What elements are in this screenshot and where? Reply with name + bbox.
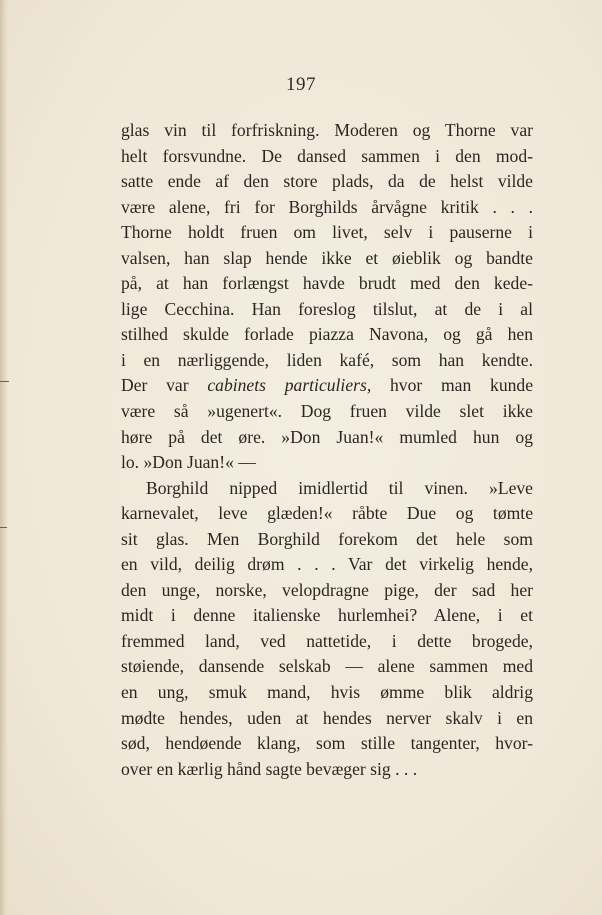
page-number: 197 [286,74,316,95]
text-line: lige Cecchina. Han foreslog tilslut, at de i al [121,298,533,319]
text-line: støiende, dansende selskab — alene sammen med [121,656,533,677]
text-line: midt i denne italienske hurlemhei? Alene, i et [121,605,533,626]
text-line-italic-phrase [121,373,533,399]
text-line: den unge, norske, velopdragne pige, der sad her [121,579,533,600]
text-line: fremmed land, ved nattetide, i dette brogede, [121,630,533,651]
text-line: glas vin til forfriskning. Moderen og Thorne var [121,120,533,140]
paragraph-start-line: Borghild nipped imidlertid til vinen. »Leve [146,477,533,498]
text-line: satte ende af den store plads, da de helst vilde [121,171,533,192]
text-segment: Der var [121,375,208,396]
text-line: høre på det øre. »Don Juan!« mumled hun og [121,426,533,447]
text-line: stilhed skulde forlade piazza Navona, og gå hen [121,324,533,345]
text-line: sit glas. Men Borghild forekom det hele som [121,528,533,549]
text-line: Thorne holdt fruen om livet, selv i pauserne i [121,222,533,243]
text-segment: hvor man kunde [371,375,534,396]
text-line: være så »ugenert«. Dog fruen vilde slet ikke [121,401,533,422]
body-text [121,118,533,782]
text-line: en vild, deilig drøm . . . Var det virkelig hende, [121,554,533,575]
italic-phrase: cabinets particuliers, [207,375,372,396]
text-line: helt forsvundne. De dansed sammen i den mod- [121,145,533,166]
margin-mark [0,527,7,528]
text-line: på, at han forlængst havde brudt med den kede- [121,273,533,294]
binding-edge [0,0,8,915]
text-line: en ung, smuk mand, hvis ømme blik aldrig [121,682,533,703]
text-line: mødte hendes, uden at hendes nerver skalv i en [121,707,533,728]
text-line: sød, hendøende klang, som stille tangenter, hvor- [121,733,533,754]
margin-mark [0,381,9,382]
text-line: i en nærliggende, liden kafé, som han kendte. [121,349,533,370]
text-line: valsen, han slap hende ikke et øieblik og bandte [121,247,533,268]
text-line: karnevalet, leve glæden!« råbte Due og tømte [121,503,533,524]
text-line: lo. »Don Juan!« — [121,452,256,473]
text-line: være alene, fri for Borghilds årvågne kritik . . . [121,196,533,217]
text-line: over en kærlig hånd sagte bevæger sig . . . [121,758,418,779]
